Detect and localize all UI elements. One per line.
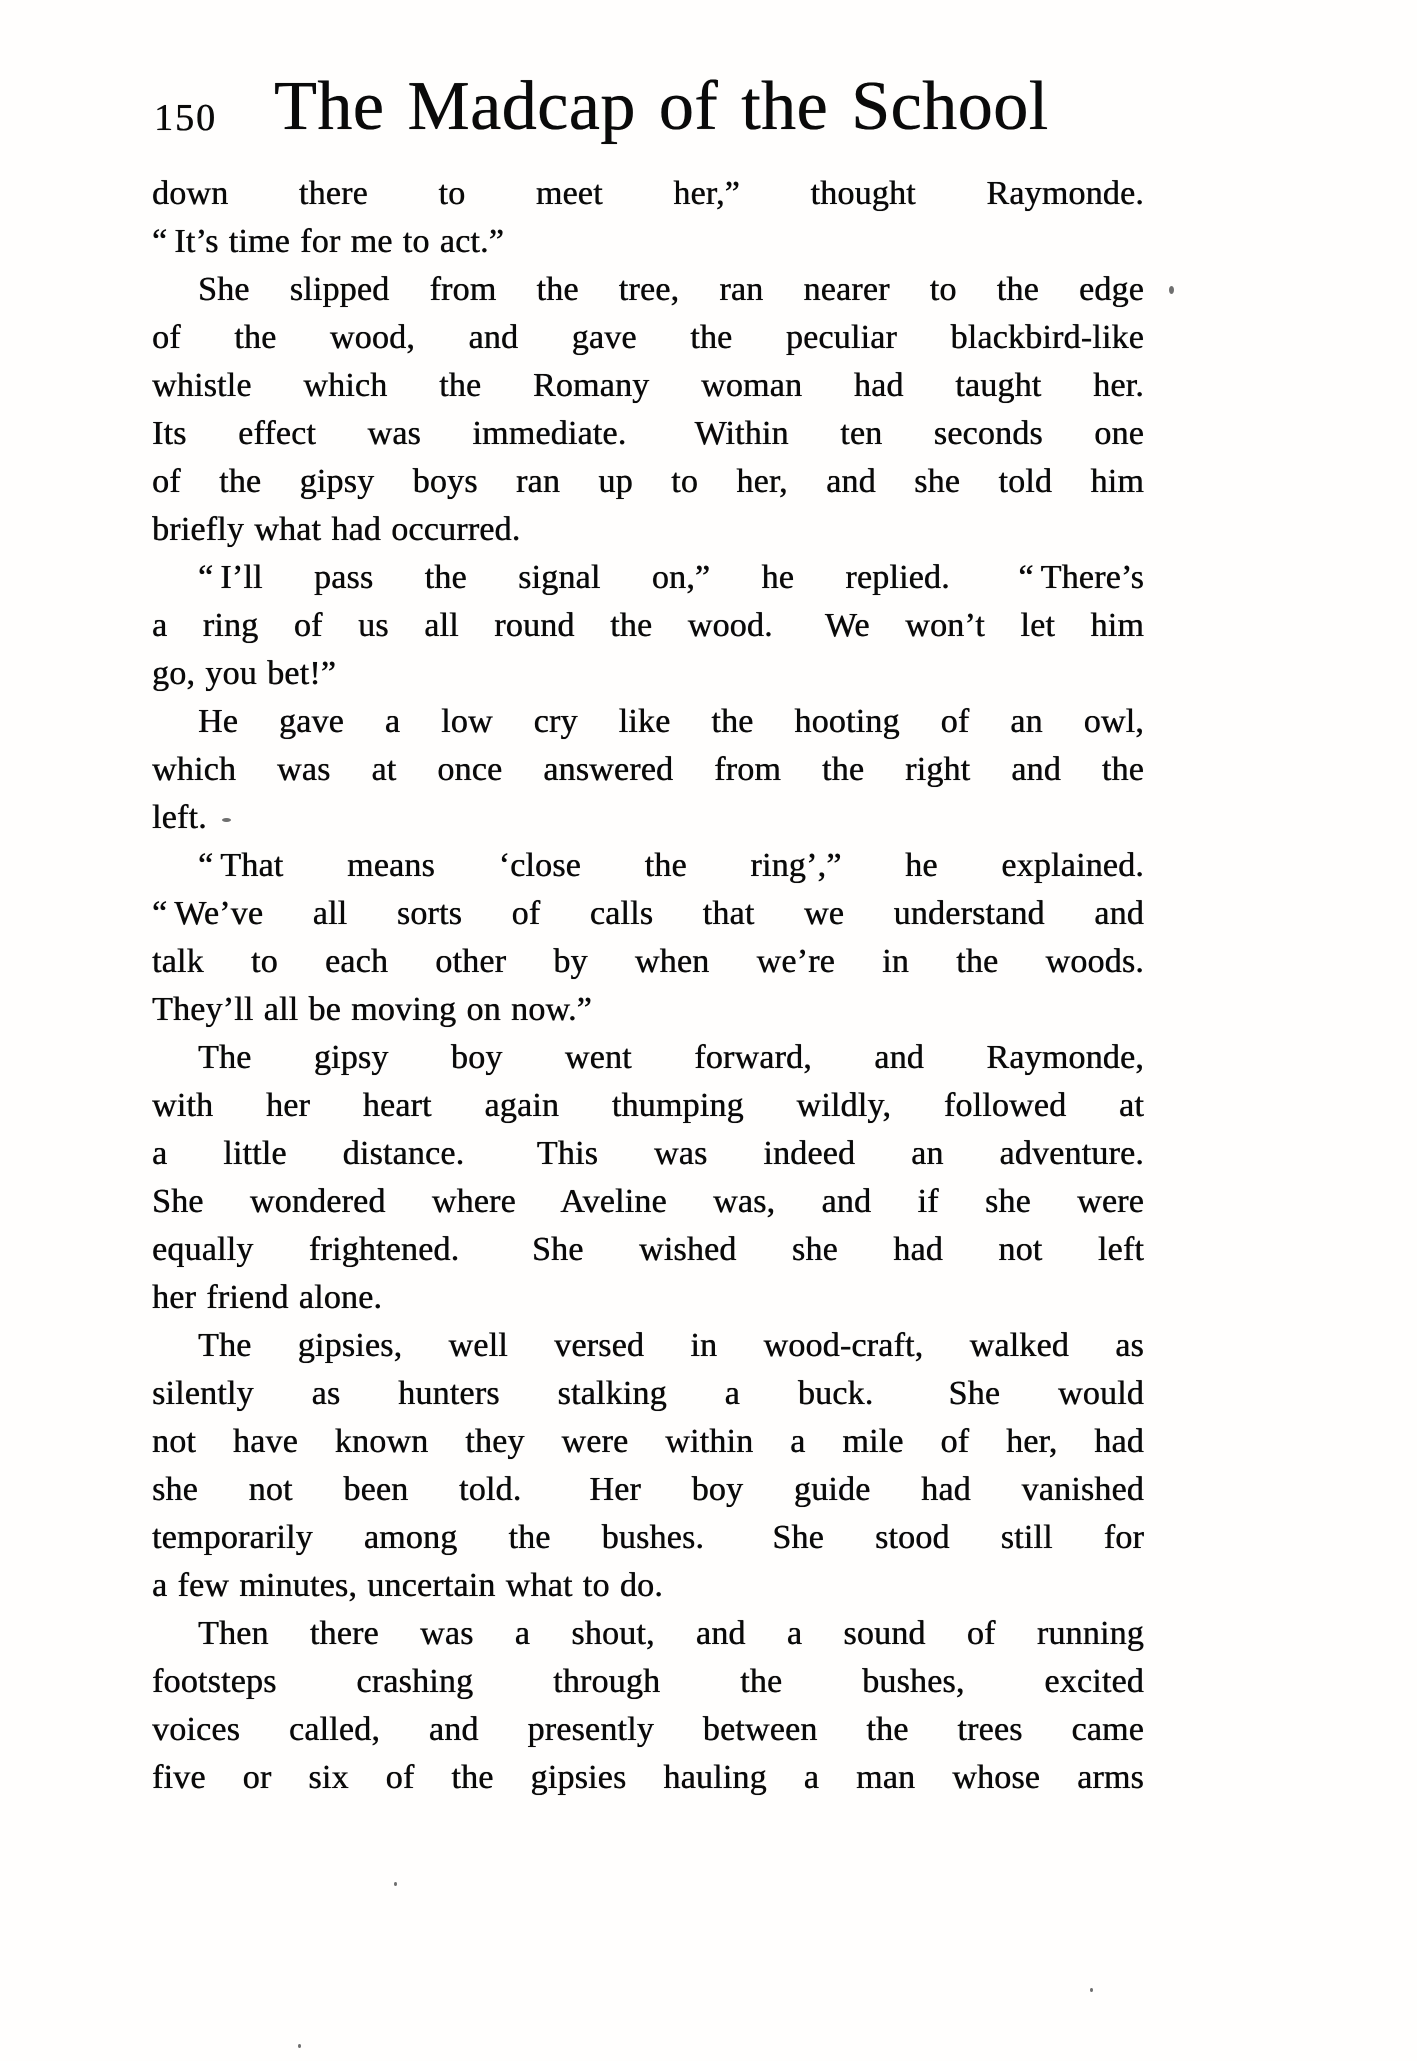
text-line: voices called, and presently between the trees came (152, 1711, 1144, 1748)
text-line: Then there was a shout, and a sound of running (198, 1615, 1144, 1652)
text-line: she not been told. Her boy guide had vanished (152, 1471, 1144, 1508)
text-line: a few minutes, uncertain what to do. (152, 1567, 663, 1604)
text-line: down there to meet her,” thought Raymonde. (152, 175, 1144, 212)
text-line: whistle which the Romany woman had taught her. (152, 367, 1144, 404)
page-text (152, 170, 1144, 1802)
scan-speck (394, 1882, 397, 1886)
text-line: He gave a low cry like the hooting of an owl, (198, 703, 1144, 740)
text-line: with her heart again thumping wildly, followed at (152, 1087, 1144, 1124)
text-line: Its effect was immediate. Within ten seconds one (152, 415, 1144, 452)
text-line: The gipsy boy went forward, and Raymonde, (198, 1039, 1144, 1076)
text-line: She wondered where Aveline was, and if she were (152, 1183, 1144, 1220)
text-line: of the wood, and gave the peculiar blackbird-like (152, 319, 1144, 356)
scan-speck (1169, 286, 1174, 294)
page-number: 150 (154, 97, 217, 139)
text-line: her friend alone. (152, 1279, 383, 1316)
text-line: “ That means ‘close the ring’,” he explained. (198, 847, 1144, 884)
text-line: silently as hunters stalking a buck. She would (152, 1375, 1144, 1412)
scan-speck (222, 818, 231, 822)
text-line: go, you bet!” (152, 655, 337, 692)
text-line: “ It’s time for me to act.” (152, 223, 505, 260)
text-line: She slipped from the tree, ran nearer to the edge (198, 271, 1144, 308)
text-line: “ I’ll pass the signal on,” he replied. “ There’s (198, 559, 1144, 596)
running-title: The Madcap of the School (274, 68, 1049, 145)
scan-speck (1090, 1988, 1093, 1992)
text-line: left. (152, 799, 207, 836)
text-line: a ring of us all round the wood. We won’t let him (152, 607, 1144, 644)
text-line: briefly what had occurred. (152, 511, 521, 548)
text-line: They’ll all be moving on now.” (152, 991, 592, 1028)
text-line: talk to each other by when we’re in the woods. (152, 943, 1144, 980)
text-line: which was at once answered from the right and the (152, 751, 1144, 788)
text-line: five or six of the gipsies hauling a man whose arms (152, 1759, 1144, 1796)
text-line: temporarily among the bushes. She stood still for (152, 1519, 1144, 1556)
text-line: not have known they were within a mile of her, had (152, 1423, 1144, 1460)
text-line: a little distance. This was indeed an adventure. (152, 1135, 1144, 1172)
text-line: of the gipsy boys ran up to her, and she told him (152, 463, 1144, 500)
scan-speck (298, 2044, 301, 2048)
text-line: “ We’ve all sorts of calls that we understand and (152, 895, 1144, 932)
text-line: The gipsies, well versed in wood-craft, walked as (198, 1327, 1144, 1364)
text-line: footsteps crashing through the bushes, excited (152, 1663, 1144, 1700)
text-line: equally frightened. She wished she had not left (152, 1231, 1144, 1268)
